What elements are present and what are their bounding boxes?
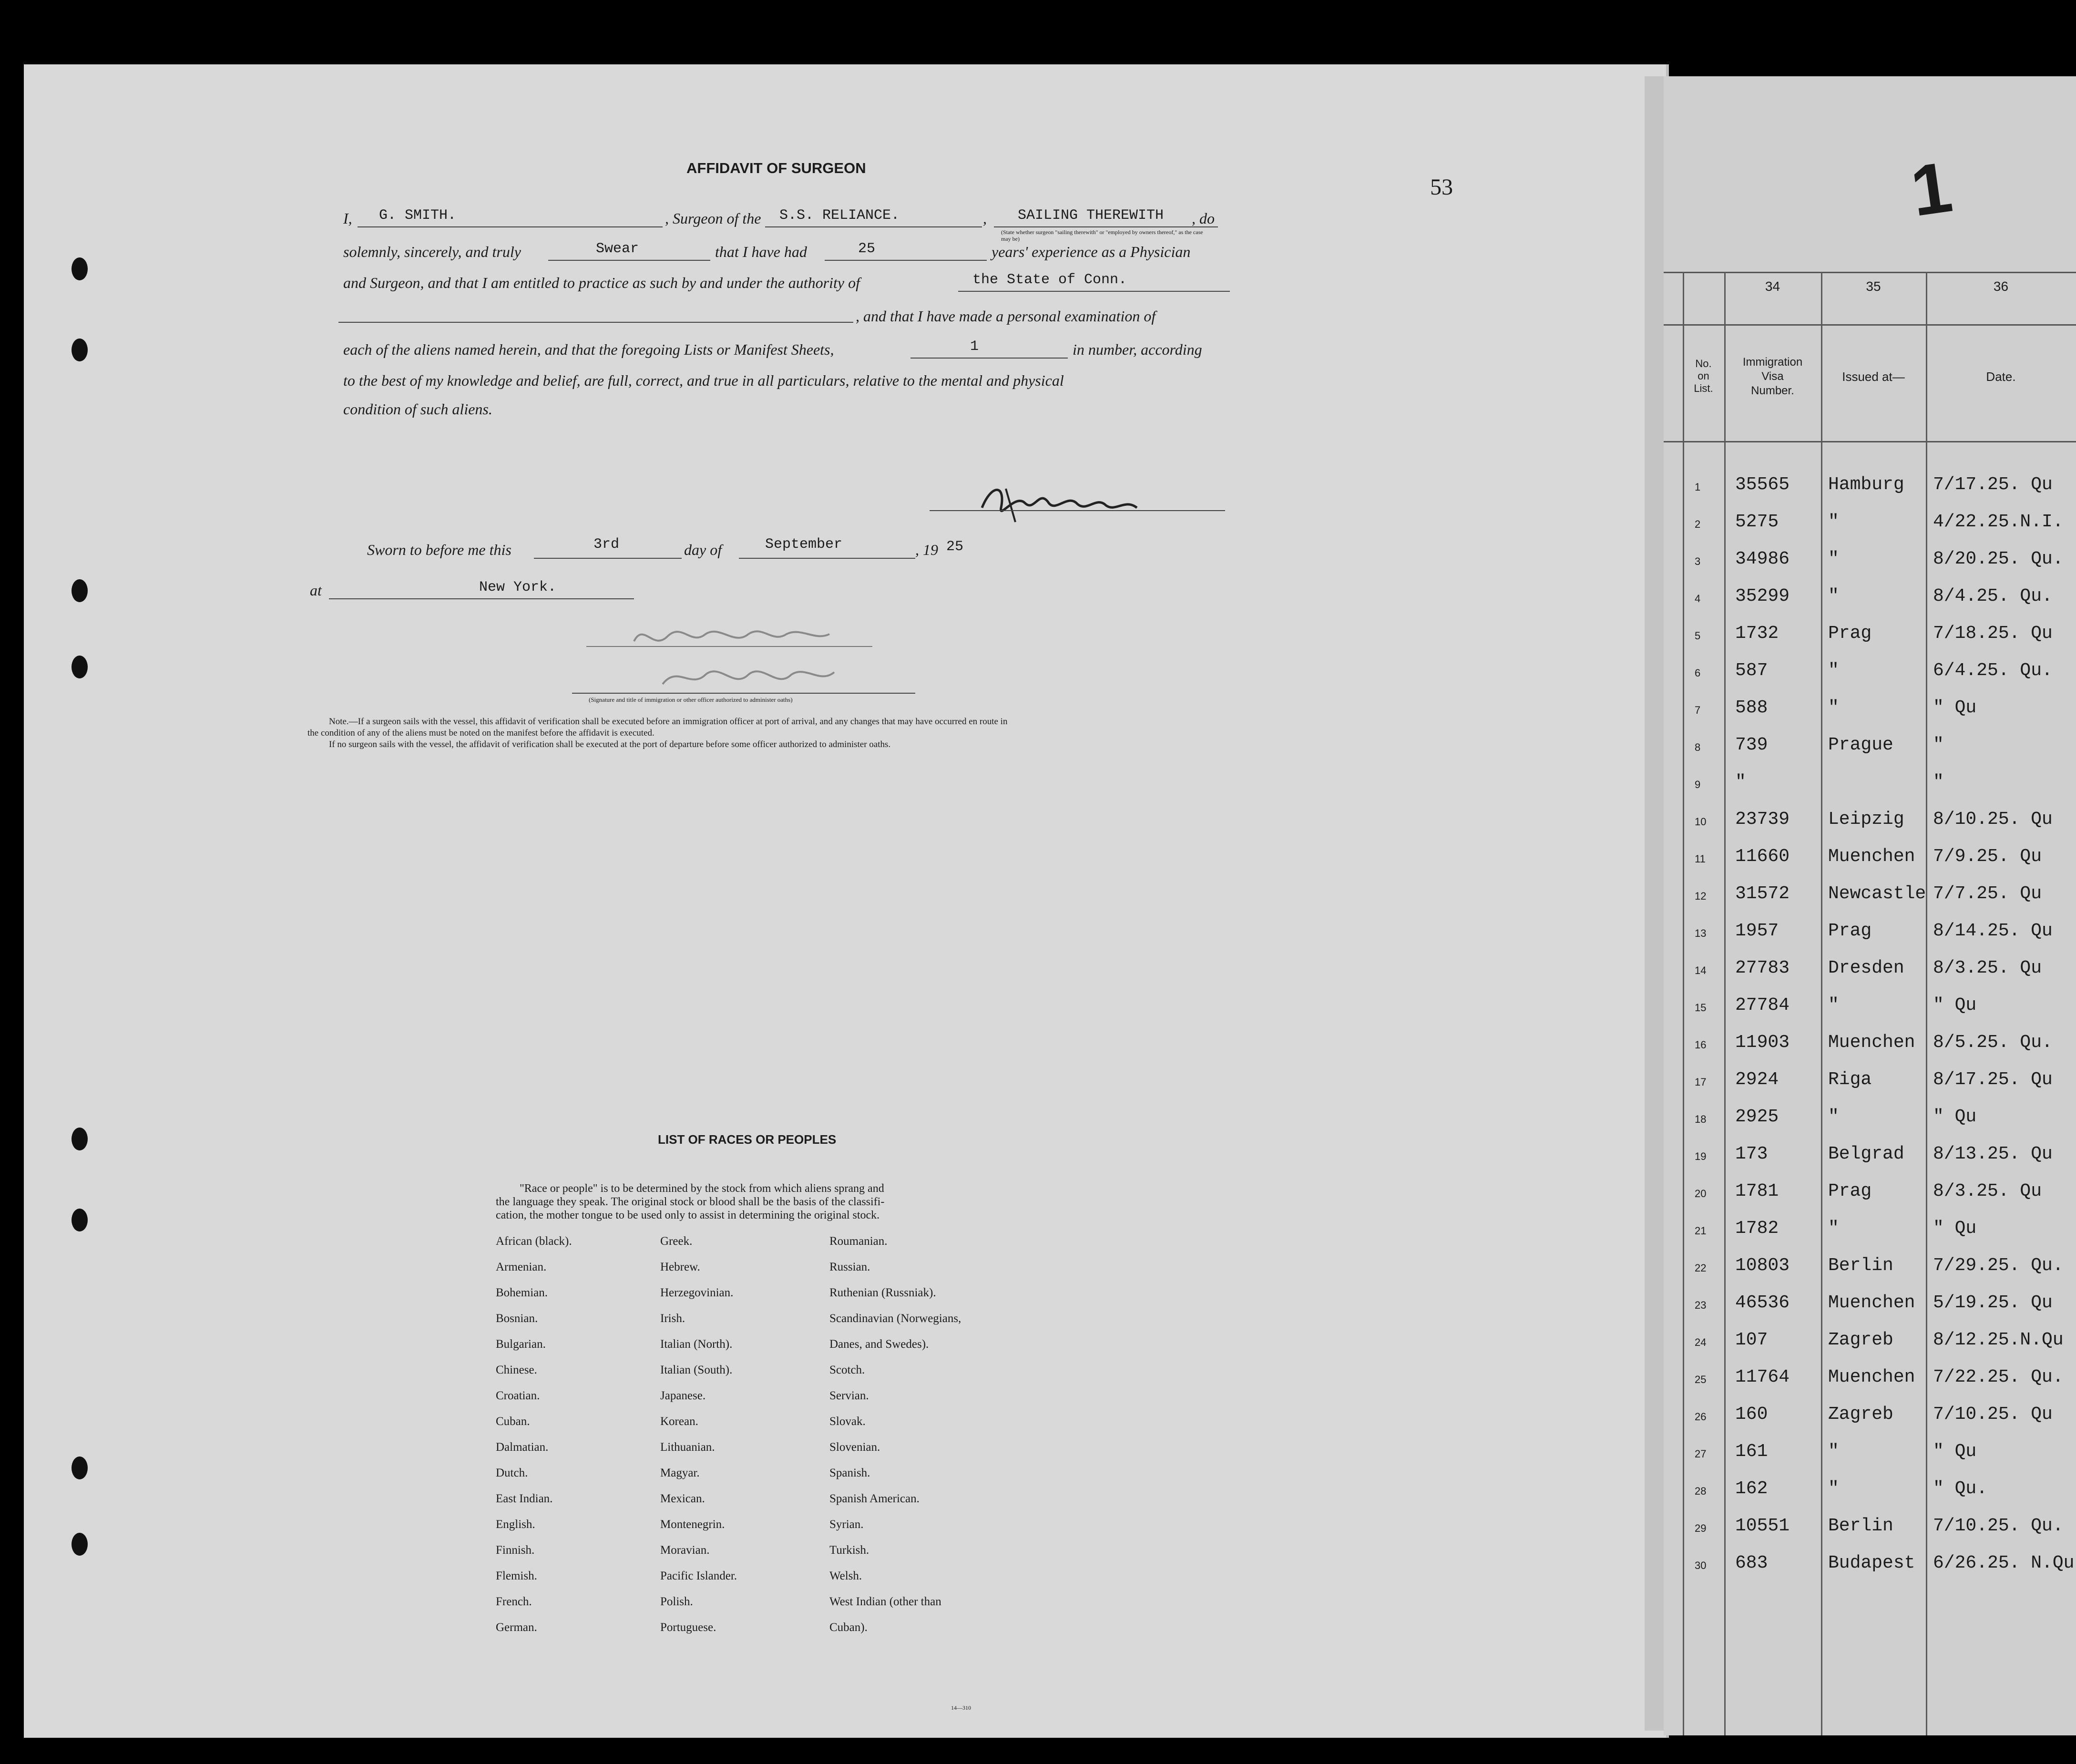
race-item: Cuban. [496,1415,530,1428]
race-item: Dutch. [496,1467,528,1479]
issued-at: Prag [1828,623,1872,644]
issued-at: Prag [1828,1181,1872,1201]
list-number: 20 [1695,1188,1707,1200]
visa-date: 8/4.25. Qu. [1933,586,2053,606]
visa-number: " [1735,772,1746,792]
text: at [310,582,322,599]
visa-date: 4/22.25.N.I. [1933,512,2064,532]
races-intro: "Race or people" is to be determined by the stock from which aliens sprang and [520,1182,884,1195]
visa-date: " Qu. [1933,1478,1988,1499]
visa-number: 162 [1735,1478,1768,1499]
visa-number: 27784 [1735,995,1790,1015]
column-number: 35 [1866,279,1881,294]
visa-date: " [1933,735,1944,755]
text: , and that I have made a personal examination of [856,308,1156,325]
affidavit-title: AFFIDAVIT OF SURGEON [686,160,866,176]
race-item: Syrian. [829,1518,864,1531]
issued-at: Riga [1828,1069,1872,1090]
text: Sworn to before me this [367,541,511,558]
list-number: 24 [1695,1336,1707,1348]
visa-number: 34986 [1735,549,1790,569]
race-item: Welsh. [829,1569,862,1582]
list-number: 4 [1695,593,1701,605]
visa-date: 7/7.25. Qu [1933,883,2042,904]
visa-number: 1782 [1735,1218,1779,1239]
list-number: 5 [1695,630,1701,642]
list-number: 9 [1695,779,1701,790]
visa-date: " Qu [1933,995,1977,1015]
race-item: Armenian. [496,1261,547,1273]
issued-at: Muenchen [1828,1032,1915,1053]
race-item: East Indian. [496,1492,553,1505]
visa-date: " [1933,772,1944,792]
punch-hole [72,257,88,280]
list-number: 12 [1695,890,1707,902]
punch-hole [72,338,88,361]
text: , Surgeon of the [665,210,761,227]
header-issued-at: Issued at— [1842,369,1905,384]
visa-number: 1732 [1735,623,1779,644]
list-number: 19 [1695,1150,1707,1162]
race-item: Slovenian. [829,1441,880,1454]
punch-hole [72,1533,88,1556]
sailing-status: SAILING THEREWITH [1018,207,1164,224]
text: to the best of my knowledge and belief, are full, correct, and true in all particulars, relative to the mental and physical [343,372,1064,389]
visa-date: 7/17.25. Qu [1933,474,2053,495]
text: years' experience as a Physician [992,243,1191,260]
visa-number: 35565 [1735,474,1790,495]
sworn-day: 3rd [593,536,620,553]
race-item: French. [496,1595,532,1608]
visa-number: 27783 [1735,958,1790,978]
sworn-year: 25 [946,539,964,555]
visa-date: 7/9.25. Qu [1933,846,2042,867]
visa-number: 11660 [1735,846,1790,867]
race-item: Servian. [829,1389,869,1402]
visa-number: 46536 [1735,1292,1790,1313]
punch-hole [72,1456,88,1479]
race-item: Montenegrin. [660,1518,725,1531]
race-item: Spanish. [829,1467,870,1479]
header-visa-number: Immigration Visa Number. [1742,356,1803,397]
list-number: 17 [1695,1076,1707,1088]
years-experience: 25 [858,241,876,257]
race-item: Korean. [660,1415,698,1428]
licensing-authority: the State of Conn. [972,272,1127,288]
visa-date: 5/19.25. Qu [1933,1292,2053,1313]
visa-date: 8/14.25. Qu [1933,921,2053,941]
issued-at: Prague [1828,735,1893,755]
sheet-count: 1 [970,338,979,355]
issued-at: Muenchen [1828,1292,1915,1313]
visa-number: 2924 [1735,1069,1779,1090]
visa-number: 5275 [1735,512,1779,532]
race-item: West Indian (other than [829,1595,941,1608]
visa-number: 35299 [1735,586,1790,606]
list-number: 14 [1695,964,1707,976]
punch-hole [72,656,88,678]
note-line: Note.—If a surgeon sails with the vessel, this affidavit of verification shall be executed before an immigration officer at port of arrival, and any changes that may have occurred en route in [329,717,1008,727]
visa-date: 8/3.25. Qu [1933,958,2042,978]
list-number: 11 [1695,853,1706,865]
punch-hole [72,1128,88,1150]
note-line: If no surgeon sails with the vessel, the affidavit of verification shall be executed at the port of departure before some officer authorized to administer oaths. [329,739,891,749]
race-item: Turkish. [829,1544,869,1557]
list-number: 30 [1695,1559,1707,1571]
race-item: Irish. [660,1312,685,1325]
race-item: Russian. [829,1261,870,1273]
race-item: Mexican. [660,1492,705,1505]
race-item: Italian (North). [660,1338,733,1351]
list-number: 2 [1695,518,1701,530]
visa-date: 8/10.25. Qu [1933,809,2053,830]
visa-number: 23739 [1735,809,1790,830]
list-number: 25 [1695,1374,1707,1385]
race-item: Herzegovinian. [660,1286,734,1299]
issued-at: " [1828,1107,1839,1127]
note-line: the condition of any of the aliens must be noted on the manifest before the affidavit is executed. [307,728,655,738]
races-intro: cation, the mother tongue to be used only to assist in determining the original stock. [496,1209,880,1221]
race-item: Croatian. [496,1389,540,1402]
list-number: 29 [1695,1522,1707,1534]
visa-number: 11903 [1735,1032,1790,1053]
race-item: Chinese. [496,1364,537,1376]
text: I, [343,210,352,227]
text: in number, according [1073,341,1202,358]
visa-number: 2925 [1735,1107,1779,1127]
issued-at: " [1828,512,1839,532]
list-number: 6 [1695,667,1701,679]
list-number: 28 [1695,1485,1707,1497]
race-item: Japanese. [660,1389,706,1402]
visa-number: 11764 [1735,1367,1790,1387]
visa-date: 6/26.25. N.Qu [1933,1553,2075,1573]
race-item: Bohemian. [496,1286,548,1299]
list-number: 18 [1695,1113,1707,1125]
sworn-place: New York. [479,579,557,595]
visa-date: 7/18.25. Qu [1933,623,2053,644]
issued-at: Newcastle [1828,883,1926,904]
race-item: Polish. [660,1595,693,1608]
visa-date: 7/22.25. Qu. [1933,1367,2064,1387]
issued-at: Budapest [1828,1553,1915,1573]
page-number: 53 [1430,174,1453,200]
text: each of the aliens named herein, and that the foregoing Lists or Manifest Sheets, [343,341,834,358]
visa-number: 107 [1735,1330,1768,1350]
text: , 19 [915,541,938,558]
signature-caption: (Signature and title of immigration or other officer authorized to administer oaths) [589,696,793,703]
list-number: 10 [1695,816,1707,828]
visa-date: 8/12.25.N.Qu [1933,1330,2064,1350]
issued-at: Berlin [1828,1516,1893,1536]
issued-at: " [1828,1218,1839,1239]
text: and Surgeon, and that I am entitled to practice as such by and under the authority of [343,274,860,291]
race-item: Flemish. [496,1569,537,1582]
issued-at: Zagreb [1828,1330,1893,1350]
list-number: 3 [1695,555,1701,567]
visa-date: 8/13.25. Qu [1933,1144,2053,1164]
small-note: (State whether surgeon "sailing therewith" or "employed by owners thereof," as the case may be) [1001,229,1203,242]
visa-date: 8/20.25. Qu. [1933,549,2064,569]
list-number: 7 [1695,704,1701,716]
race-item: Portuguese. [660,1621,716,1634]
list-number: 27 [1695,1448,1707,1460]
issued-at: Dresden [1828,958,1904,978]
race-item: Cuban). [829,1621,868,1634]
visa-number: 173 [1735,1144,1768,1164]
race-item: Spanish American. [829,1492,920,1505]
race-item: Ruthenian (Russniak). [829,1286,936,1299]
visa-date: 8/17.25. Qu [1933,1069,2053,1090]
race-item: African (black). [496,1235,572,1248]
race-item: Lithuanian. [660,1441,715,1454]
visa-date: " Qu [1933,1107,1977,1127]
vessel-name: S.S. RELIANCE. [779,207,900,224]
visa-date: 7/10.25. Qu. [1933,1516,2064,1536]
list-number: 26 [1695,1411,1707,1423]
form-number: 14—310 [951,1704,971,1711]
list-number: 21 [1695,1225,1707,1237]
visa-number: 1781 [1735,1181,1779,1201]
visa-date: " Qu [1933,1218,1977,1239]
issued-at: Hamburg [1828,474,1904,495]
race-item: Italian (South). [660,1364,733,1376]
text: , [983,210,987,227]
page-gutter [1645,76,1664,1731]
sworn-month: September [765,536,843,553]
race-item: Moravian. [660,1544,710,1557]
text: day of [684,541,722,558]
race-item: Bulgarian. [496,1338,546,1351]
race-item: Scandinavian (Norwegians, [829,1312,961,1325]
issued-at: Leipzig [1828,809,1904,830]
visa-date: " Qu [1933,697,1977,718]
race-item: Scotch. [829,1364,865,1376]
header-date: Date. [1986,369,2016,384]
race-item: Roumanian. [829,1235,888,1248]
issued-at: " [1828,1441,1839,1462]
visa-number: 683 [1735,1553,1768,1573]
visa-date: 6/4.25. Qu. [1933,660,2053,681]
race-item: Magyar. [660,1467,700,1479]
left-page [24,64,1669,1738]
visa-date: " Qu [1933,1441,1977,1462]
punch-hole [72,579,88,602]
race-item: Hebrew. [660,1261,700,1273]
text: condition of such aliens. [343,400,492,418]
header-list-number: No. on List. [1694,358,1713,394]
issued-at: Muenchen [1828,1367,1915,1387]
text: , do [1192,210,1215,227]
visa-number: 160 [1735,1404,1768,1425]
list-number: 8 [1695,741,1701,753]
visa-date: 8/5.25. Qu. [1933,1032,2053,1053]
visa-number: 10803 [1735,1255,1790,1276]
races-title: LIST OF RACES OR PEOPLES [658,1132,837,1147]
race-item: English. [496,1518,535,1531]
list-number: 13 [1695,927,1707,939]
issued-at: " [1828,549,1839,569]
visa-number: 588 [1735,697,1768,718]
list-number: 16 [1695,1039,1707,1051]
issued-at: " [1828,995,1839,1015]
race-item: Dalmatian. [496,1441,549,1454]
issued-at: Muenchen [1828,846,1915,867]
race-item: Bosnian. [496,1312,538,1325]
race-item: Pacific Islander. [660,1569,737,1582]
visa-number: 161 [1735,1441,1768,1462]
text: that I have had [715,243,807,260]
issued-at: Belgrad [1828,1144,1904,1164]
visa-number: 587 [1735,660,1768,681]
list-number: 15 [1695,1002,1707,1014]
visa-number: 739 [1735,735,1768,755]
large-page-mark: 1 [1906,146,1957,231]
race-item: German. [496,1621,537,1634]
surgeon-name: G. SMITH. [379,207,457,224]
races-intro: the language they speak. The original stock or blood shall be the basis of the classifi- [496,1196,885,1208]
column-number: 36 [1993,279,2009,294]
issued-at: " [1828,586,1839,606]
issued-at: " [1828,660,1839,681]
visa-number: 31572 [1735,883,1790,904]
oath-type: Swear [596,241,639,257]
list-number: 23 [1695,1299,1707,1311]
punch-hole [72,1209,88,1231]
race-item: Finnish. [496,1544,535,1557]
race-item: Slovak. [829,1415,866,1428]
issued-at: " [1828,697,1839,718]
text: solemnly, sincerely, and truly [343,243,521,260]
issued-at: Zagreb [1828,1404,1893,1425]
officer-signature [624,613,891,703]
visa-number: 10551 [1735,1516,1790,1536]
visa-number: 1957 [1735,921,1779,941]
issued-at: Berlin [1828,1255,1893,1276]
list-number: 1 [1695,481,1701,493]
visa-date: 7/29.25. Qu. [1933,1255,2064,1276]
column-number: 34 [1765,279,1780,294]
visa-date: 7/10.25. Qu [1933,1404,2053,1425]
visa-date: 8/3.25. Qu [1933,1181,2042,1201]
issued-at: " [1828,1478,1839,1499]
issued-at: Prag [1828,921,1872,941]
race-item: Greek. [660,1235,693,1248]
list-number: 22 [1695,1262,1707,1274]
right-page [1664,76,2076,1735]
race-item: Danes, and Swedes). [829,1338,929,1351]
surgeon-signature [972,474,1154,527]
